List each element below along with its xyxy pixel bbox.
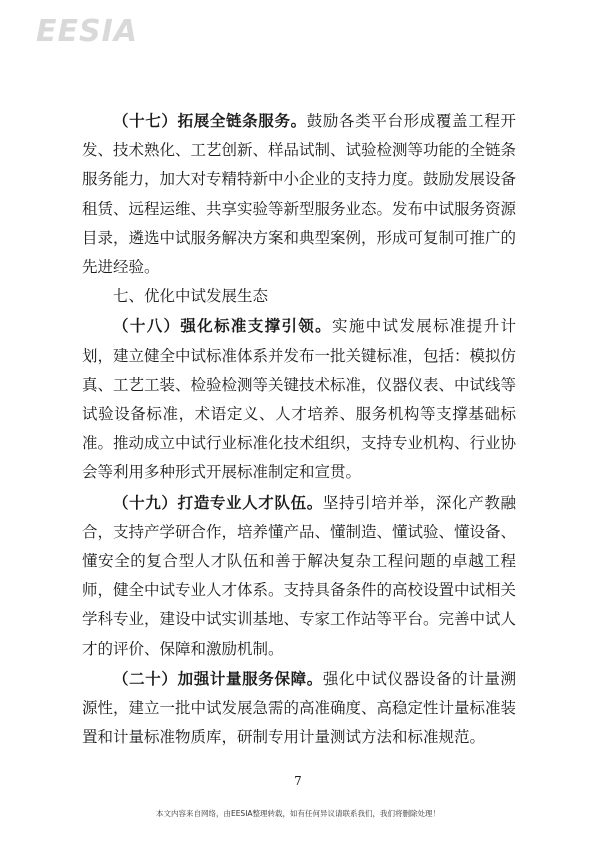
paragraph-20 (82, 664, 516, 753)
paragraph-lead: （十八）强化标准支撑引领。 (113, 316, 333, 336)
section-heading: 七、优化中试发展生态 (113, 287, 269, 306)
paragraph-lead: （二十）加强计量服务保障。 (113, 668, 323, 688)
paragraph-18 (82, 311, 516, 487)
paragraph-text: 强化中试仪器设备的计量溯源性，建立一批中试发展急需的高准确度、高稳定性计量标准装置和计量标准物质库，研制专用计量测试方法和标准规范。 (82, 669, 517, 747)
paragraph-text: 实施中试发展标准提升计划，建立健全中试标准体系并发布一批关键标准，包括：模拟仿真、工艺工装、检验检测等关键技术标准，仪器仪表、中试线等试验设备标准，术语定义、人才培养、服务机构等支撑基础标准。推动成立中试行业标准化技术组织，支持专业机构、行业协会等利用多种形式开展标准制定和宣贯。 (82, 317, 517, 482)
paragraph-17 (82, 106, 516, 282)
paragraph-lead: （十九）打造专业人才队伍。 (113, 492, 323, 512)
eesia-logo-watermark: EESIA (36, 14, 138, 49)
document-body (82, 106, 516, 752)
paragraph-text: 坚持引培并举，深化产教融合，支持产学研合作，培养懂产品、懂制造、懂试验、懂设备、懂安全的复合型人才队伍和善于解决复杂工程问题的卓越工程师，健全中试专业人才体系。支持具备条件的高校设置中试相关学科专业，建设中试实训基地、专家工作站等平台。完善中试人才的评价、保障和激励机制。 (82, 493, 517, 658)
page-number: 7 (294, 774, 302, 788)
paragraph-text: 鼓励各类平台形成覆盖工程开发、技术熟化、工艺创新、样品试制、试验检测等功能的全链条服务能力，加大对专精特新中小企业的支持力度。鼓励发展设备租赁、远程运维、共享实验等新型服务业态。发布中试服务资源目录，遴选中试服务解决方案和典型案例，形成可复制可推广的先进经验。 (82, 112, 517, 277)
paragraph-lead: （十七）拓展全链条服务。 (113, 111, 307, 130)
paragraph-19 (82, 488, 516, 664)
footer-notice: 本文内容来自网络，由EESIA整理转载，如有任何异议请联系我们，我们将删除处理！ (155, 809, 441, 818)
